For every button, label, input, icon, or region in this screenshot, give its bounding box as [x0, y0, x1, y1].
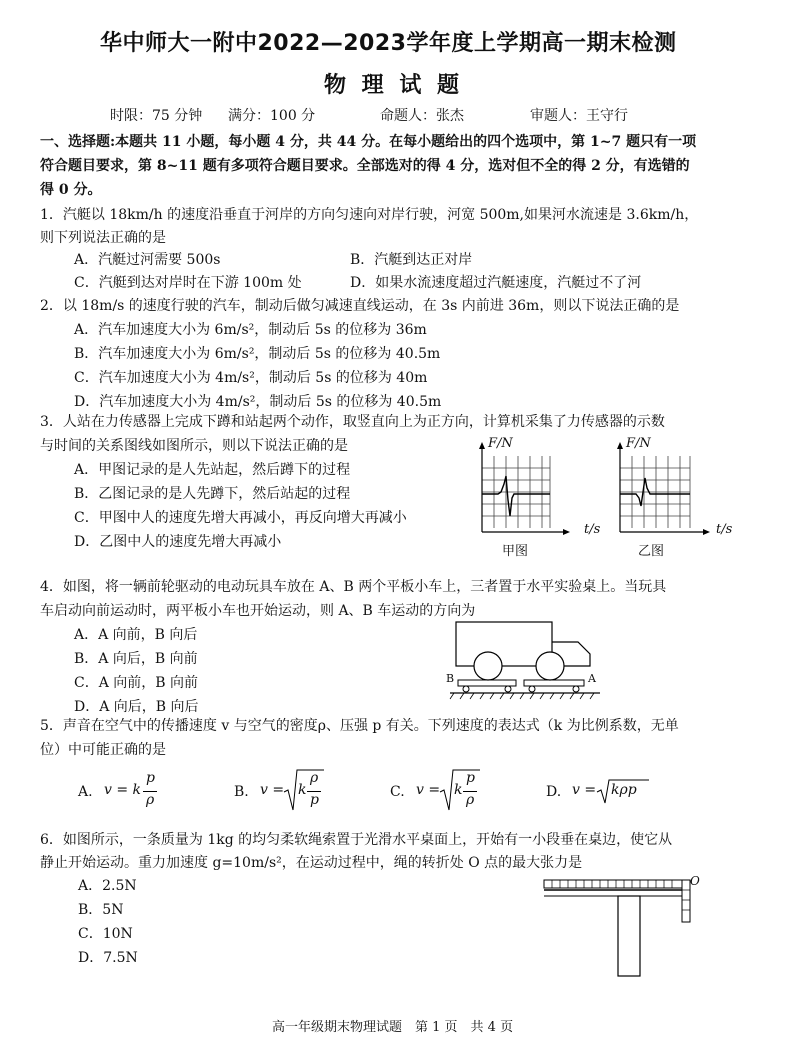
q6-option-b: B．5N — [78, 902, 124, 918]
q5-option-b-lhs: v = — [260, 782, 285, 798]
question-reviewer: 审题人：王守行 — [530, 108, 628, 124]
q3-option-a: A．甲图记录的是人先站起，然后蹲下的过程 — [74, 462, 351, 478]
q4-option-d: D．A 向后，B 向后 — [74, 699, 199, 715]
left-graph-y-label: F/N — [488, 436, 513, 451]
table-hatching — [450, 693, 594, 699]
q4-option-c: C．A 向前，B 向前 — [74, 675, 199, 691]
q5-option-b-label: B. — [234, 784, 249, 800]
q4-stem-cont: 车启动向前运动时，两平板小车也开始运动，则 A、B 车运动的方向为 — [40, 603, 476, 619]
q3-option-d: D．乙图中人的速度先增大再减小 — [74, 534, 282, 550]
q3-option-b: B．乙图记录的是人先蹲下，然后站起的过程 — [74, 486, 351, 502]
q5-option-d-label: D. — [546, 784, 562, 800]
hanging-rope — [682, 880, 690, 922]
q4-stem: 4．如图，将一辆前轮驱动的电动玩具车放在 A、B 两个平板小车上，三者置于水平实验桌上。当玩具 — [40, 579, 667, 595]
q5-option-a-denominator: ρ — [146, 792, 155, 808]
q3-stem-cont: 与时间的关系图线如图所示，则以下说法正确的是 — [40, 438, 348, 454]
q5-option-a-lhs: v = k — [104, 782, 142, 798]
q1-option-d: D．如果水流速度超过汽艇速度，汽艇过不了河 — [350, 275, 642, 291]
subject-title: 物 理 试 题 — [324, 73, 463, 98]
q2-stem: 2．以 18m/s 的速度行驶的汽车，制动后做匀减速直线运动，在 3s 内前进 36m，则以下说法正确的是 — [40, 298, 680, 314]
q1-option-b: B．汽艇到达正对岸 — [350, 252, 473, 268]
question-setter: 命题人：张杰 — [380, 108, 464, 124]
q5-option-c-denominator: ρ — [466, 792, 475, 808]
q6-option-c: C．10N — [78, 926, 133, 942]
q5-option-b-coefficient: k — [298, 782, 307, 798]
q1-stem-cont: 则下列说法正确的是 — [40, 230, 166, 246]
q6-stem: 6．如图所示，一条质量为 1kg 的均匀柔软绳索置于光滑水平桌面上，开始有一小段垂在桌边，使它从 — [40, 832, 673, 848]
q5-option-c-label: C. — [390, 784, 405, 800]
q2-option-a: A．汽车加速度大小为 6m/s²，制动后 5s 的位移为 36m — [74, 322, 427, 338]
full-score: 满分：100 分 — [228, 108, 316, 124]
q5-option-b-denominator: p — [310, 792, 319, 808]
q5-option-a-numerator: p — [146, 770, 155, 786]
q5-stem: 5．声音在空气中的传播速度 v 与空气的密度ρ、压强 p 有关。下列速度的表达式（k 为比例系数，无单 — [40, 718, 679, 734]
right-graph-y-label: F/N — [626, 436, 651, 451]
q1-stem: 1．汽艇以 18km/h 的速度沿垂直于河岸的方向匀速向对岸行驶，河宽 500m,如果河水流速是 3.6km/h， — [40, 207, 699, 223]
q2-option-c: C．汽车加速度大小为 4m/s²，制动后 5s 的位移为 40m — [74, 370, 428, 386]
q2-option-d: D．汽车加速度大小为 4m/s²，制动后 5s 的位移为 40.5m — [74, 394, 442, 410]
q6-stem-cont: 静止开始运动。重力加速度 g=10m/s²，在运动过程中，绳的转折处 O 点的最大张力是 — [40, 855, 583, 871]
point-o-label: O — [690, 874, 700, 888]
q4-option-b: B．A 向后，B 向前 — [74, 651, 198, 667]
left-graph-caption: 甲图 — [502, 544, 529, 559]
q2-option-b: B．汽车加速度大小为 6m/s²，制动后 5s 的位移为 40.5m — [74, 346, 441, 362]
rope-on-table — [544, 880, 682, 888]
q5-option-c-coefficient: k — [454, 782, 463, 798]
section1-line2: 符合题目要求，第 8~11 题有多项符合题目要求。全部选对的得 4 分，选对但不全的得 2 分，有选错的 — [40, 158, 690, 174]
rope-segments — [552, 880, 672, 888]
car-front-wheel — [536, 652, 564, 680]
rope-table-figure — [540, 878, 710, 978]
cart-a — [524, 680, 584, 686]
q4-option-a: A．A 向前，B 向后 — [74, 627, 198, 643]
hanging-rope-segments — [682, 890, 690, 910]
q3-option-c: C．甲图中人的速度先增大再减小，再反向增大再减小 — [74, 510, 407, 526]
cart-b — [458, 680, 516, 686]
q5-option-d-radicand: kρp — [611, 782, 637, 798]
time-limit: 时限：75 分钟 — [110, 108, 203, 124]
cart-wheels — [463, 686, 579, 692]
toy-car-figure — [450, 616, 620, 706]
car-rear-wheel — [474, 652, 502, 680]
q5-option-c-numerator: p — [466, 770, 475, 786]
section1-line3: 得 0 分。 — [40, 182, 102, 198]
q5-option-a-label: A. — [78, 784, 93, 800]
q6-option-a: A．2.5N — [78, 878, 137, 894]
right-graph-caption: 乙图 — [638, 544, 665, 559]
left-graph-x-label: t/s — [584, 522, 601, 537]
q3-stem: 3．人站在力传感器上完成下蹲和站起两个动作，取竖直向上为正方向，计算机采集了力传感器的示数 — [40, 414, 665, 430]
right-graph-grid — [620, 456, 690, 528]
q5-option-d-lhs: v = — [572, 782, 597, 798]
left-graph-curve — [482, 476, 550, 516]
cart-b-label: B — [446, 672, 455, 685]
school-title: 华中师大一附中2022—2023学年度上学期高一期末检测 — [100, 31, 677, 56]
q5-option-b-numerator: ρ — [310, 770, 319, 786]
q5-option-c-lhs: v = — [416, 782, 441, 798]
page-footer: 高一年级期末物理试题 第 1 页 共 4 页 — [272, 1020, 514, 1035]
q1-option-a: A．汽艇过河需要 500s — [74, 252, 221, 268]
q5-stem-cont: 位）中可能正确的是 — [40, 742, 166, 758]
left-graph-grid — [482, 456, 550, 528]
q6-option-d: D．7.5N — [78, 950, 138, 966]
right-graph-x-label: t/s — [716, 522, 733, 537]
cart-a-label: A — [588, 672, 596, 685]
table-leg — [618, 896, 640, 976]
q1-option-c: C．汽艇到达对岸时在下游 100m 处 — [74, 275, 302, 291]
section1-line1: 一、选择题:本题共 11 小题，每小题 4 分，共 44 分。在每小题给出的四个选项中，第 1~7 题只有一项 — [40, 134, 697, 150]
